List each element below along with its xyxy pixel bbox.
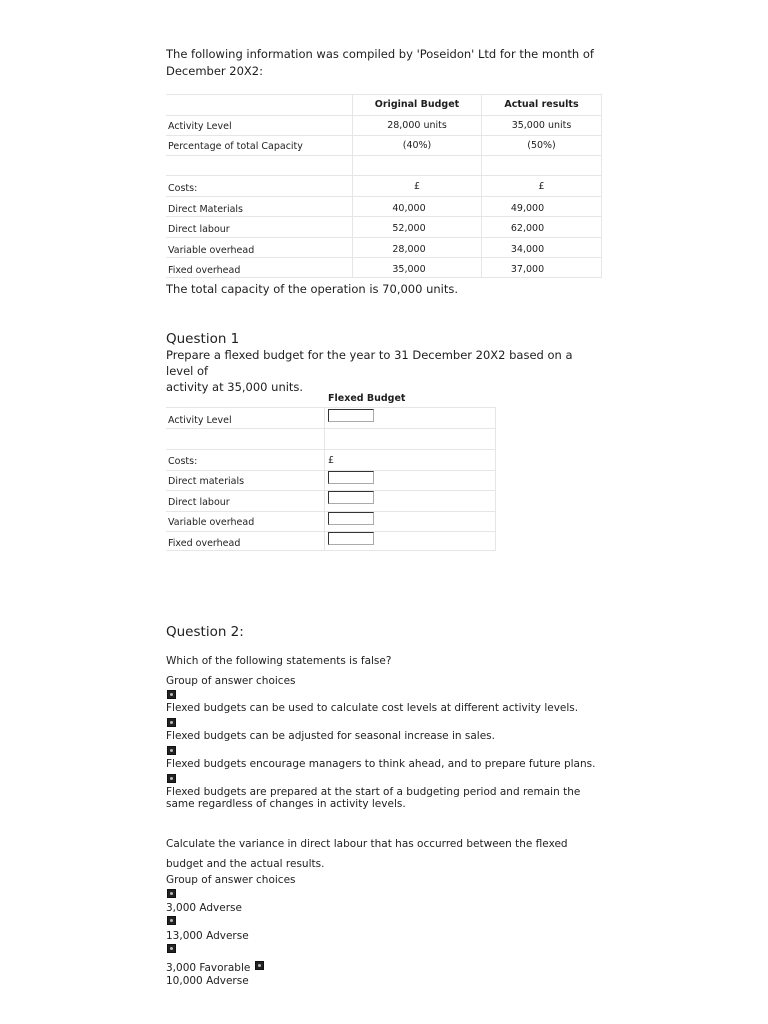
question-2-option-1[interactable]: Flexed budgets can be used to calculate cost levels at different activity levels.: [166, 702, 579, 714]
intro-text: [166, 46, 606, 80]
flexed-activity-label: Activity Level: [168, 415, 232, 426]
question-2-option-3[interactable]: Flexed budgets encourage managers to think ahead, and to prepare future plans.: [166, 758, 596, 770]
question-2-prompt: Which of the following statements is false?: [166, 655, 392, 667]
question-3-option-2[interactable]: 13,000 Adverse: [166, 930, 249, 942]
currency-original: £: [413, 181, 421, 192]
grid-line: [166, 94, 602, 95]
question-2-radio-4[interactable]: [167, 774, 176, 783]
actual-activity-level: 35,000 units: [511, 120, 572, 131]
question-2-option-4-line-2: same regardless of changes in activity levels.: [166, 798, 406, 810]
question-1-text-line-1: Prepare a flexed budget for the year to 31 December 20X2 based on a level of: [166, 348, 573, 378]
flexed-fixed-overhead-input[interactable]: [328, 532, 374, 545]
question-3-prompt: [166, 834, 568, 874]
grid-line: [166, 407, 496, 408]
question-3-radio-1[interactable]: [167, 889, 176, 898]
actual-capacity-percentage: (50%): [527, 140, 556, 151]
grid-line: [166, 237, 602, 238]
flexed-currency: £: [328, 455, 335, 466]
cost-label-variable-overhead: Variable overhead: [168, 245, 255, 256]
question-1-text: [166, 347, 586, 395]
original-variable-overhead: 28,000: [392, 244, 426, 255]
actual-direct-labour: 62,000: [510, 223, 545, 234]
question-3-radio-2[interactable]: [167, 916, 176, 925]
header-original-budget: Original Budget: [374, 99, 460, 110]
question-3-option-4[interactable]: 10,000 Adverse: [166, 975, 249, 987]
question-3-radio-4[interactable]: [255, 961, 264, 970]
question-2-option-4-line-1: Flexed budgets are prepared at the start of a budgeting period and remain the: [166, 786, 581, 798]
intro-line-1: The following information was compiled by 'Poseidon' Ltd for the month of: [166, 47, 594, 61]
header-actual-results: Actual results: [504, 99, 579, 110]
flexed-variable-overhead-input[interactable]: [328, 512, 374, 525]
row-label-capacity-percentage: Percentage of total Capacity: [168, 141, 303, 152]
question-3-radio-3[interactable]: [167, 944, 176, 953]
flexed-label-direct-labour: Direct labour: [168, 497, 230, 508]
question-2-option-2[interactable]: Flexed budgets can be adjusted for seasonal increase in sales.: [166, 730, 495, 742]
flexed-label-variable-overhead: Variable overhead: [168, 517, 255, 528]
grid-line: [166, 115, 602, 116]
flexed-direct-labour-input[interactable]: [328, 491, 374, 504]
costs-label: Costs:: [168, 183, 198, 194]
cost-label-direct-labour: Direct labour: [168, 224, 230, 235]
question-2-option-4[interactable]: [166, 786, 596, 810]
original-direct-labour: 52,000: [392, 223, 426, 234]
cost-label-fixed-overhead: Fixed overhead: [168, 265, 241, 276]
question-3-group-label: Group of answer choices: [166, 874, 296, 886]
question-2-radio-1[interactable]: [167, 690, 176, 699]
flexed-label-direct-materials: Direct materials: [168, 476, 245, 487]
question-2-title: Question 2:: [166, 624, 244, 640]
flexed-direct-materials-input[interactable]: [328, 471, 374, 484]
question-3-prompt-line-1: Calculate the variance in direct labour that has occurred between the flexed: [166, 838, 568, 850]
capacity-note: The total capacity of the operation is 70,000 units.: [166, 282, 459, 296]
grid-line: [166, 196, 602, 197]
question-1-text-line-2: activity at 35,000 units.: [166, 380, 304, 394]
grid-line: [166, 550, 496, 551]
question-1-title: Question 1: [166, 331, 240, 347]
original-activity-level: 28,000 units: [387, 120, 447, 131]
original-capacity-percentage: (40%): [402, 140, 432, 151]
original-direct-materials: 40,000: [392, 203, 426, 214]
cost-label-direct-materials: Direct Materials: [168, 204, 244, 215]
question-3-option-1[interactable]: 3,000 Adverse: [166, 902, 242, 914]
row-label-activity-level: Activity Level: [168, 121, 232, 132]
grid-line: [166, 428, 496, 429]
question-2-radio-3[interactable]: [167, 746, 176, 755]
actual-direct-materials: 49,000: [510, 203, 545, 214]
intro-line-2: December 20X2:: [166, 64, 263, 78]
grid-line: [601, 94, 602, 277]
original-fixed-overhead: 35,000: [392, 264, 426, 275]
question-2-radio-2[interactable]: [167, 718, 176, 727]
grid-line: [166, 257, 602, 258]
flexed-costs-label: Costs:: [168, 456, 198, 467]
grid-line: [324, 407, 325, 550]
currency-actual: £: [538, 181, 545, 192]
flexed-activity-input[interactable]: [328, 409, 374, 422]
question-3-prompt-line-2: budget and the actual results.: [166, 858, 325, 870]
flexed-budget-header: Flexed Budget: [328, 393, 406, 404]
question-3-option-3[interactable]: 3,000 Favorable: [166, 962, 251, 974]
grid-line: [166, 277, 602, 278]
grid-line: [495, 407, 496, 550]
grid-line: [166, 175, 602, 176]
grid-line: [166, 449, 496, 450]
question-2-group-label: Group of answer choices: [166, 675, 296, 687]
actual-fixed-overhead: 37,000: [510, 264, 545, 275]
grid-line: [166, 216, 602, 217]
actual-variable-overhead: 34,000: [510, 244, 545, 255]
flexed-label-fixed-overhead: Fixed overhead: [168, 538, 241, 549]
grid-line: [166, 155, 602, 156]
grid-line: [166, 135, 602, 136]
